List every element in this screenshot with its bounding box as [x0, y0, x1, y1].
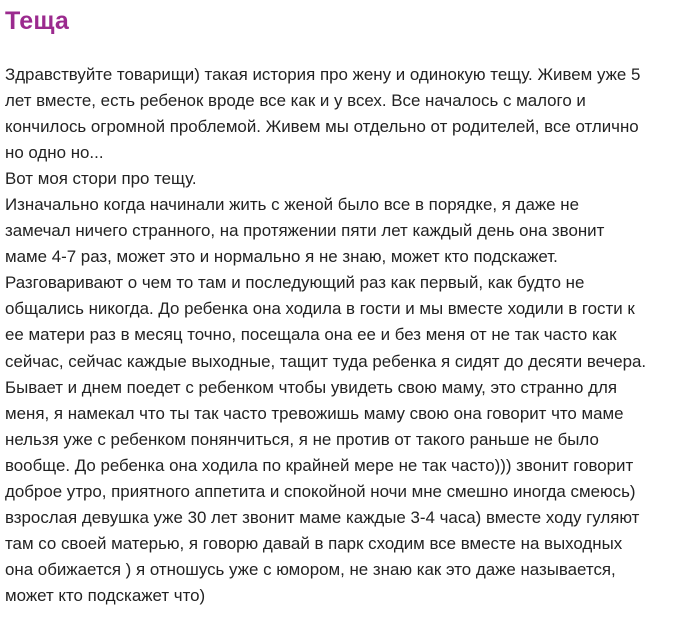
post-line: но одно но...: [5, 143, 104, 163]
post-line: она обижается ) я отношусь уже с юмором, не знаю как это даже называется,: [5, 559, 616, 579]
post-body: [5, 62, 692, 609]
post-line: кончилось огромной проблемой. Живем мы отдельно от родителей, все отлично: [5, 117, 639, 137]
post-line: Изначально когда начинали жить с женой было все в порядке, я даже не: [5, 195, 579, 215]
post-line: там со своей матерью, я говорю давай в парк сходим все вместе на выходных: [5, 533, 623, 553]
post-line: Здравствуйте товарищи) такая история про жену и одинокую тещу. Живем уже 5: [5, 65, 641, 84]
post-line: маме 4-7 раз, может это и нормально я не знаю, может кто подскажет.: [5, 247, 558, 267]
post-line: Бывает и днем поедет с ребенком чтобы увидеть свою маму, это странно для: [5, 377, 617, 397]
post-line: лет вместе, есть ребенок вроде все как и у всех. Все началось с малого и: [5, 91, 586, 111]
post-line: общались никогда. До ребенка она ходила в гости и мы вместе ходили в гости к: [5, 299, 635, 319]
post-line: нельзя уже с ребенком понянчиться, я не против от такого раньше не было: [5, 429, 599, 449]
post-line: ее матери раз в месяц точно, посещала она ее и без меня от не так часто как: [5, 325, 617, 345]
post-line: доброе утро, приятного аппетита и спокойной ночи мне смешно иногда смеюсь): [5, 481, 636, 501]
post-line: Разговаривают о чем то там и последующий раз как первый, как будто не: [5, 273, 585, 293]
post-line: замечал ничего странного, на протяжении пяти лет каждый день она звонит: [5, 221, 605, 241]
post-title: Теща: [5, 7, 70, 35]
post-line: может кто подскажет что): [5, 585, 206, 605]
post-line: вообще. До ребенка она ходила по крайней мере не так часто))) звонит говорит: [5, 455, 634, 475]
post-line: взрослая девушка уже 30 лет звонит маме каждые 3-4 часа) вместе ходу гуляют: [5, 507, 640, 527]
post-line: меня, я намекал что ты так часто тревожишь маму свою она говорит что маме: [5, 403, 624, 423]
post-line: сейчас, сейчас каждые выходные, тащит туда ребенка я сидят до десяти вечера.: [5, 351, 647, 371]
post-line: Вот моя стори про тещу.: [5, 169, 197, 189]
